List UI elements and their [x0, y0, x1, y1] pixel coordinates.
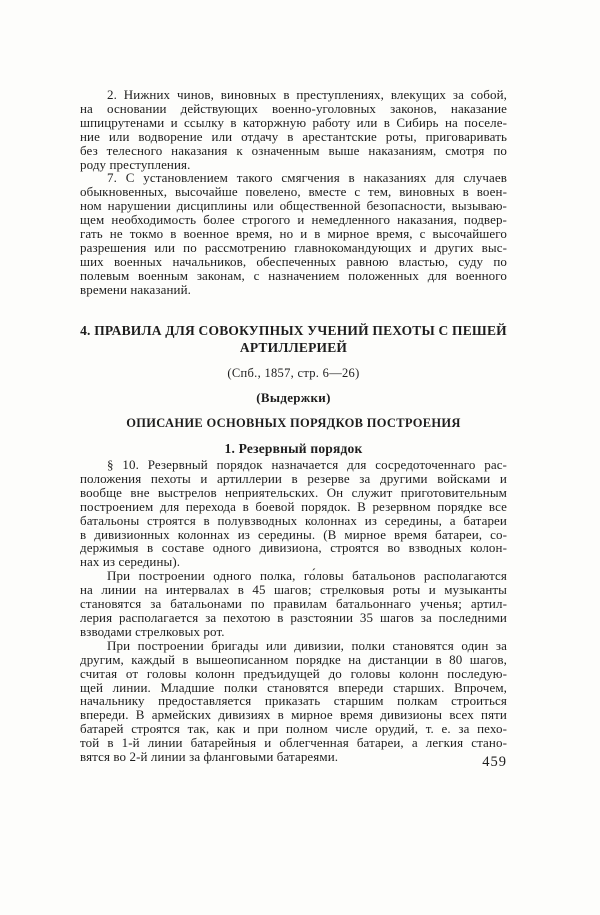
- text-line: полевым военным законам, с назначением положенных для военного: [80, 267, 507, 283]
- text-line: той в 1-й линии батарейныя и облегченная батареи, а легкия стано-: [80, 735, 507, 751]
- text-line: шпицрутенами и ссылку в каторжную работу или в Сибирь на поселе-: [80, 114, 507, 130]
- text-line: на основании действующих военно-уголовных законов, наказание: [80, 100, 507, 116]
- text-line: положения пехоты и артиллерии в резерве за другими войсками и: [80, 470, 507, 486]
- text-line: без телесного наказания к означенным выше наказаниям, смотря по: [80, 142, 507, 158]
- text-line: ном нарушении дисциплины или общественной безопасности, вызываю-: [80, 198, 507, 214]
- section-source: (Спб., 1857, стр. 6—26): [227, 366, 360, 380]
- text-line: ние или водворение или отдачу в арестантские роты, приговаривать: [80, 128, 507, 144]
- section-title: [80, 322, 507, 356]
- text-line: впереди. В армейских дивизиях в мирное время дивизионы всех пяти: [80, 707, 507, 723]
- text-line: батальоны строятся в полувзводных колоннах из середины, а батареи: [80, 512, 507, 528]
- text-line: ших военных начальников, обеспеченных равною властью, суду по: [80, 253, 507, 269]
- text-line: вообще вне выстрелов неприятельских. Он служит приготовительным: [80, 484, 507, 500]
- text-line: щей линии. Младшие полки становятся впереди старших. Впрочем,: [80, 679, 507, 695]
- text-line: взводами стрелковых рот.: [80, 623, 225, 639]
- page-number: 459: [482, 754, 507, 770]
- intro-paragraphs: [80, 88, 507, 297]
- text-line: роду преступления.: [80, 156, 191, 172]
- body-paragraphs: [80, 458, 507, 764]
- text-line: 7. С установлением такого смягчения в наказаниях для случаев: [107, 170, 507, 186]
- text-line: считая от головы колонн предъидущей до головы колонн последую-: [80, 665, 507, 681]
- text-line: обыкновенных, высочайше повелено, вместе с тем, виновных в воен-: [80, 184, 507, 200]
- text-line: гать не токмо в военное время, но и в мирное время, с высочайшего: [80, 226, 507, 242]
- text-line: держимыя в составе одного дивизиона, строятся во взводных колон-: [80, 540, 507, 556]
- section-extract-note: (Выдержки): [256, 390, 331, 405]
- text-line: вятся во 2-й линии за фланговыми батареями.: [80, 749, 339, 765]
- text-line: При построении бригады или дивизии, полки становятся один за: [107, 637, 507, 653]
- title-line: АРТИЛЛЕРИЕЙ: [239, 340, 348, 355]
- paragraph: [80, 569, 507, 639]
- paragraph: [80, 639, 507, 764]
- paragraph: [80, 458, 507, 569]
- text-line: нах из середины).: [80, 554, 181, 570]
- subsection-title: 1. Резервный порядок: [224, 441, 363, 456]
- section-headings: [80, 322, 507, 457]
- text-line: При построении одного полка, го́ловы батальонов располагаются: [107, 568, 507, 584]
- text-line: батарей строятся так, как и при полном числе орудий, т. е. за пехо-: [80, 721, 507, 737]
- text-line: 2. Нижних чинов, виновных в преступлениях, влекущих за собой,: [107, 87, 507, 102]
- section-subheading: ОПИСАНИЕ ОСНОВНЫХ ПОРЯДКОВ ПОСТРОЕНИЯ: [126, 416, 461, 430]
- text-line: построением для перехода в боевой порядок. В резервном порядке все: [80, 498, 507, 514]
- paragraph: [80, 88, 507, 171]
- paragraph: [80, 171, 507, 296]
- text-line: в дивизионных колоннах из середины. (В мирное время батареи, со-: [80, 526, 507, 542]
- text-line: лерия располагается за пехотою в разстоянии 35 шагов за последними: [80, 609, 507, 625]
- text-line: становятся за батальонами по правилам батальоннаго ученья; артил-: [80, 596, 507, 612]
- text-line: разрешения или по рассмотрению главнокомандующих и других выс-: [80, 239, 507, 255]
- text-line: времени наказаний.: [80, 281, 192, 297]
- text-line: другим, каждый в вышеописанном порядке на дистанции в 80 шагов,: [80, 651, 507, 667]
- text-line: щем необходимость более строгого и немедленного наказания, подвер-: [80, 212, 507, 228]
- title-line: 4. ПРАВИЛА ДЛЯ СОВОКУПНЫХ УЧЕНИЙ ПЕХОТЫ С ПЕШЕЙ: [80, 323, 507, 338]
- text-line: § 10. Резервный порядок назначается для сосредоточеннаго рас-: [107, 457, 507, 472]
- text-line: начальнику предоставляется приказать старшим полкам строиться: [80, 693, 507, 709]
- text-line: на линии на интервалах в 45 шагов; стрелковыя роты и музыканты: [80, 582, 507, 598]
